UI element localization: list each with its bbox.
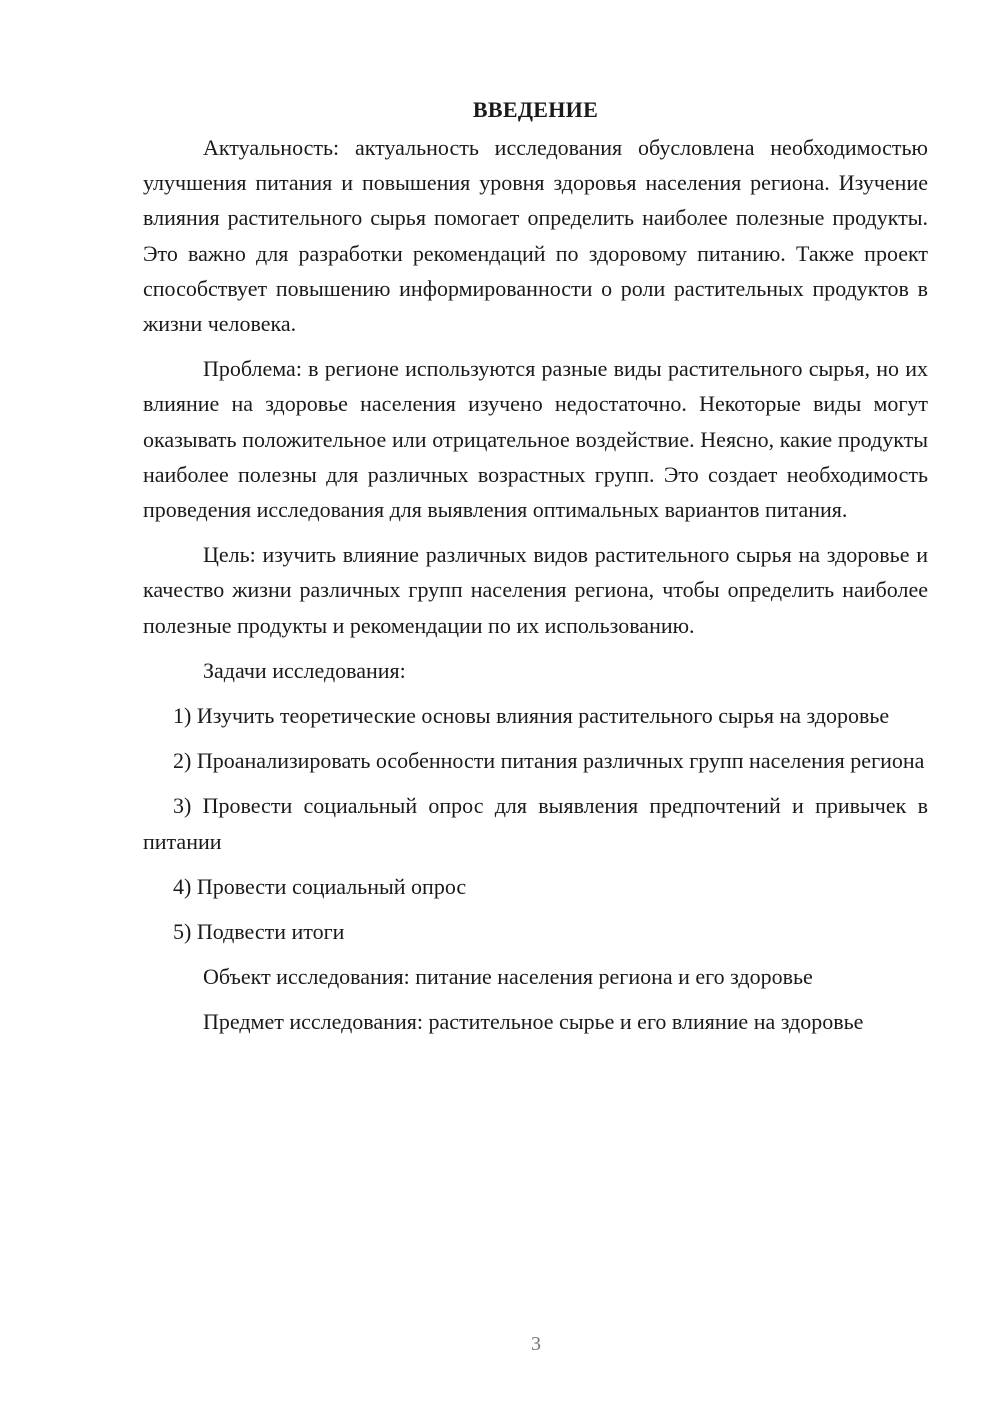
paragraph-relevance: Актуальность: актуальность исследования обусловлена необходимостью улучшения питания и повышения уровня здоровья населения региона. Изучение влияния растительного сырья помогает определить наиболее полезные продукты. Это важно для разработки рекомендаций по здоровому питанию. Также проект способствует повышению информированности о роли растительных продуктов в жизни человека. — [143, 135, 928, 337]
paragraph-object: Объект исследования: питание населения региона и его здоровье — [203, 964, 813, 990]
document-page — [143, 90, 928, 1050]
paragraph-problem: Проблема: в регионе используются разные виды растительного сырья, но их влияние на здоровье населения изучено недостаточно. Некоторые виды могут оказывать положительное или отрицательное воздействие. Неясно, какие продукты наиболее полезны для различных возрастных групп. Это создает необходимость проведения исследования для выявления оптимальных вариантов питания. — [143, 356, 928, 523]
tasks-heading: Задачи исследования: — [203, 657, 406, 683]
page-number: 3 — [531, 1333, 541, 1355]
task-item-1: 1) Изучить теоретические основы влияния растительного сырья на здоровье — [173, 703, 890, 729]
paragraph-subject: Предмет исследования: растительное сырье и его влияние на здоровье — [203, 1009, 864, 1035]
task-item-4: 4) Провести социальный опрос — [173, 873, 467, 899]
paragraph-goal: Цель: изучить влияние различных видов растительного сырья на здоровье и качество жизни различных групп населения региона, чтобы определить наиболее полезные продукты и рекомендации по их использованию. — [143, 542, 928, 638]
page-title: ВВЕДЕНИЕ — [472, 97, 599, 122]
task-item-2: 2) Проанализировать особенности питания различных групп населения региона — [173, 748, 925, 774]
task-item-5: 5) Подвести итоги — [173, 919, 345, 945]
task-item-3: 3) Провести социальный опрос для выявления предпочтений и привычек в питании — [143, 793, 928, 854]
